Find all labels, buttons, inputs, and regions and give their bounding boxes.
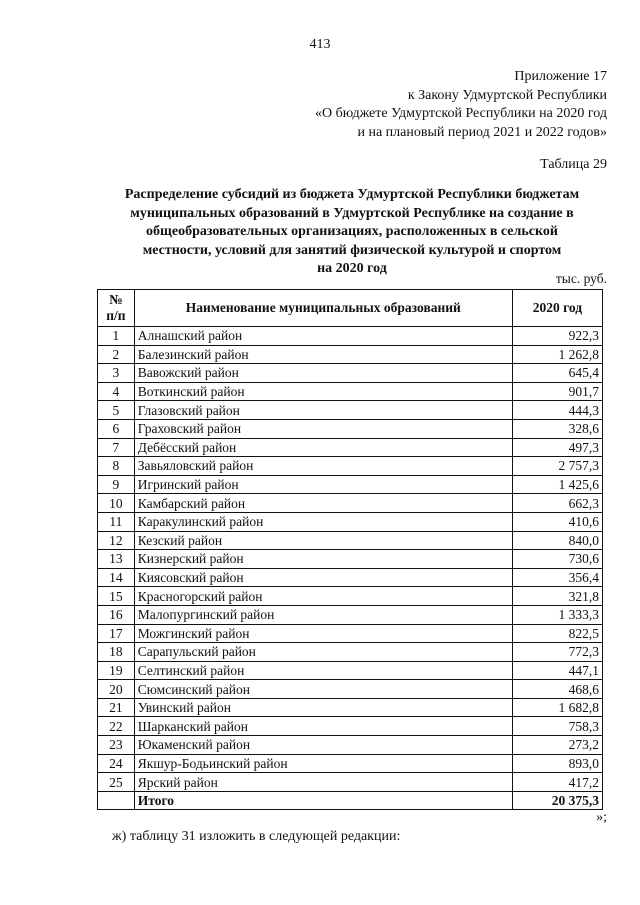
row-value: 468,6 [512, 680, 602, 699]
row-value: 645,4 [512, 364, 602, 383]
row-number: 8 [98, 457, 135, 476]
row-name: Увинский район [134, 698, 512, 717]
row-value: 1 682,8 [512, 698, 602, 717]
row-value: 410,6 [512, 512, 602, 531]
title-line: общеобразовательных организациях, расположенных в сельской [146, 224, 558, 239]
row-value: 417,2 [512, 773, 602, 792]
row-number: 13 [98, 550, 135, 569]
row-value: 893,0 [512, 754, 602, 773]
instruction-text: ж) таблицу 31 изложить в следующей редакции: [112, 829, 401, 844]
table-row [98, 698, 603, 717]
appendix-line: «О бюджете Удмуртской Республики на 2020 год [314, 106, 607, 121]
total-value: 20 375,3 [512, 791, 602, 810]
appendix-line: Приложение 17 [514, 69, 607, 84]
row-name: Кезский район [134, 531, 512, 550]
appendix-line: и на плановый период 2021 и 2022 годов» [357, 124, 607, 140]
closing-mark: »; [596, 810, 607, 825]
title-line: местности, условий для занятий физической культурой и спортом [142, 242, 562, 258]
title-line: муниципальных образований в Удмуртской Республике на создание в [130, 205, 574, 221]
table-row [98, 531, 603, 550]
row-value: 758,3 [512, 717, 602, 736]
table-row [98, 364, 603, 383]
title-line: Распределение субсидий из бюджета Удмуртской Республики бюджетам [124, 187, 580, 202]
row-number: 1 [98, 327, 135, 346]
row-name: Игринский район [134, 475, 512, 494]
table-row [98, 773, 603, 792]
row-number: 10 [98, 494, 135, 513]
row-value: 328,6 [512, 419, 602, 438]
row-name: Шарканский район [134, 717, 512, 736]
row-value: 922,3 [512, 327, 602, 346]
table-row [98, 345, 603, 364]
table-row [98, 643, 603, 662]
table-row [98, 550, 603, 569]
table-row [98, 419, 603, 438]
total-row [98, 791, 603, 810]
table-row [98, 475, 603, 494]
row-number: 16 [98, 605, 135, 624]
row-name: Каракулинский район [134, 512, 512, 531]
row-value: 901,7 [512, 382, 602, 401]
units-label: тыс. руб. [555, 271, 607, 286]
row-name: Юкаменский район [134, 736, 512, 755]
row-name: Алнашский район [134, 327, 512, 346]
row-name: Киясовский район [134, 568, 512, 587]
row-name: Завьяловский район [134, 457, 512, 476]
row-number: 9 [98, 475, 135, 494]
table-row [98, 736, 603, 755]
row-name: Граховский район [134, 419, 512, 438]
row-name: Можгинский район [134, 624, 512, 643]
table-header-row [98, 290, 603, 327]
row-number: 14 [98, 568, 135, 587]
row-value: 1 333,3 [512, 605, 602, 624]
row-value: 662,3 [512, 494, 602, 513]
row-name: Ярский район [134, 773, 512, 792]
row-name: Дебёсский район [134, 438, 512, 457]
row-number: 5 [98, 401, 135, 420]
row-number: 22 [98, 717, 135, 736]
appendix-block [315, 68, 607, 142]
row-value: 1 262,8 [512, 345, 602, 364]
header-number [98, 290, 135, 327]
table-row [98, 401, 603, 420]
row-number: 20 [98, 680, 135, 699]
table-row [98, 457, 603, 476]
table-row [98, 605, 603, 624]
appendix-line: к Закону Удмуртской Республики [407, 87, 607, 103]
table-row [98, 754, 603, 773]
row-number: 23 [98, 736, 135, 755]
row-number: 15 [98, 587, 135, 606]
row-value: 447,1 [512, 661, 602, 680]
table-row [98, 512, 603, 531]
document-title [92, 186, 612, 279]
row-number: 3 [98, 364, 135, 383]
table-row [98, 624, 603, 643]
row-number: 4 [98, 382, 135, 401]
row-number: 11 [98, 512, 135, 531]
row-value: 497,3 [512, 438, 602, 457]
row-number: 21 [98, 698, 135, 717]
row-name: Воткинский район [134, 382, 512, 401]
row-name: Балезинский район [134, 345, 512, 364]
table-row [98, 494, 603, 513]
row-number: 18 [98, 643, 135, 662]
row-name: Селтинский район [134, 661, 512, 680]
row-number: 24 [98, 754, 135, 773]
total-label: Итого [134, 791, 512, 810]
row-value: 2 757,3 [512, 457, 602, 476]
row-value: 356,4 [512, 568, 602, 587]
row-value: 840,0 [512, 531, 602, 550]
row-value: 730,6 [512, 550, 602, 569]
row-name: Глазовский район [134, 401, 512, 420]
table-row [98, 587, 603, 606]
row-name: Вавожский район [134, 364, 512, 383]
row-name: Красногорский район [134, 587, 512, 606]
row-value: 444,3 [512, 401, 602, 420]
header-year: 2020 год [512, 290, 602, 327]
row-name: Кизнерский район [134, 550, 512, 569]
row-number: 2 [98, 345, 135, 364]
header-name: Наименование муниципальных образований [134, 290, 512, 327]
table-row [98, 327, 603, 346]
table-row [98, 680, 603, 699]
row-number: 25 [98, 773, 135, 792]
row-number: 17 [98, 624, 135, 643]
table-row [98, 438, 603, 457]
row-value: 772,3 [512, 643, 602, 662]
row-name: Якшур-Бодьинский район [134, 754, 512, 773]
header-number-line: п/п [106, 308, 126, 323]
row-number: 6 [98, 419, 135, 438]
row-number: 7 [98, 438, 135, 457]
row-name: Сюмсинский район [134, 680, 512, 699]
table-body [98, 327, 603, 792]
table-label: Таблица 29 [540, 157, 607, 172]
row-name: Сарапульский район [134, 643, 512, 662]
subsidy-table [97, 289, 603, 810]
row-value: 822,5 [512, 624, 602, 643]
row-number: 19 [98, 661, 135, 680]
row-name: Малопургинский район [134, 605, 512, 624]
row-name: Камбарский район [134, 494, 512, 513]
title-line: на 2020 год [317, 261, 387, 276]
table-row [98, 717, 603, 736]
row-value: 1 425,6 [512, 475, 602, 494]
table-row [98, 382, 603, 401]
row-number: 12 [98, 531, 135, 550]
table-row [98, 661, 603, 680]
table-row [98, 568, 603, 587]
row-value: 273,2 [512, 736, 602, 755]
header-number-line: № [109, 292, 123, 307]
page-number: 413 [309, 37, 331, 52]
total-number-cell [98, 791, 135, 810]
row-value: 321,8 [512, 587, 602, 606]
